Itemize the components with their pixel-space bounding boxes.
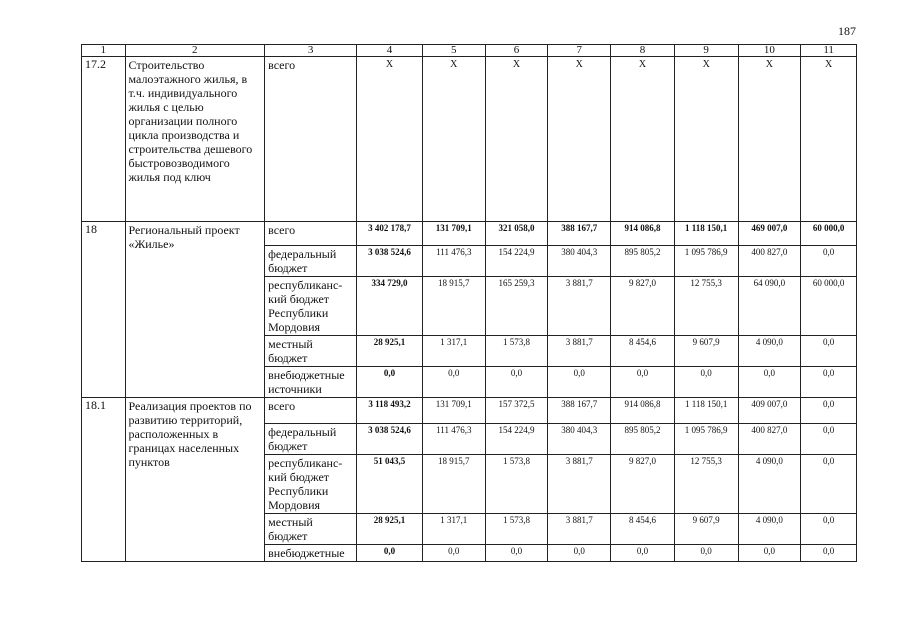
column-header-7: 7 xyxy=(548,45,611,57)
year-value: 1 317,1 xyxy=(422,514,485,545)
funding-source: всего xyxy=(265,398,357,424)
year-value: 9 607,9 xyxy=(674,336,738,367)
year-value: 380 404,3 xyxy=(548,246,611,277)
year-value: 0,0 xyxy=(674,545,738,562)
year-value: 0,0 xyxy=(801,246,857,277)
row-id: 18.1 xyxy=(82,398,126,562)
year-value: X xyxy=(485,57,548,222)
year-value: 0,0 xyxy=(611,367,675,398)
year-value: 0,0 xyxy=(738,367,801,398)
column-header-1: 1 xyxy=(82,45,126,57)
column-header-10: 10 xyxy=(738,45,801,57)
page-number: 187 xyxy=(838,24,856,38)
year-value: 111 476,3 xyxy=(422,246,485,277)
total-value: 3 038 524,6 xyxy=(357,246,423,277)
column-header-2: 2 xyxy=(125,45,265,57)
year-value: 1 118 150,1 xyxy=(674,222,738,246)
year-value: 9 827,0 xyxy=(611,455,675,514)
total-value: 0,0 xyxy=(357,367,423,398)
year-value: X xyxy=(801,57,857,222)
year-value: 0,0 xyxy=(801,398,857,424)
year-value: 914 086,8 xyxy=(611,398,675,424)
year-value: 18 915,7 xyxy=(422,277,485,336)
funding-source: республиканс-кий бюджет Республики Мордовия xyxy=(265,277,357,336)
year-value: 0,0 xyxy=(801,424,857,455)
funding-source: всего xyxy=(265,57,357,222)
year-value: X xyxy=(422,57,485,222)
row-id: 18 xyxy=(82,222,126,398)
year-value: 3 881,7 xyxy=(548,514,611,545)
year-value: 60 000,0 xyxy=(801,222,857,246)
year-value: 321 058,0 xyxy=(485,222,548,246)
total-value: 28 925,1 xyxy=(357,514,423,545)
year-value: 0,0 xyxy=(801,514,857,545)
column-header-3: 3 xyxy=(265,45,357,57)
year-value: 111 476,3 xyxy=(422,424,485,455)
year-value: 895 805,2 xyxy=(611,424,675,455)
funding-source: местный бюджет xyxy=(265,336,357,367)
total-value: X xyxy=(357,57,423,222)
year-value: 4 090,0 xyxy=(738,514,801,545)
total-value: 51 043,5 xyxy=(357,455,423,514)
year-value: 3 881,7 xyxy=(548,336,611,367)
row-id: 17.2 xyxy=(82,57,126,222)
column-header-9: 9 xyxy=(674,45,738,57)
year-value: 0,0 xyxy=(801,336,857,367)
funding-source: федеральный бюджет xyxy=(265,424,357,455)
column-header-11: 11 xyxy=(801,45,857,57)
funding-source: всего xyxy=(265,222,357,246)
measure-name: Реализация проектов по развитию территорий, расположенных в границах населенных пунктов xyxy=(125,398,265,562)
funding-source: республиканс-кий бюджет Республики Мордовия xyxy=(265,455,357,514)
year-value: 0,0 xyxy=(801,367,857,398)
year-value: 60 000,0 xyxy=(801,277,857,336)
year-value: 64 090,0 xyxy=(738,277,801,336)
year-value: 131 709,1 xyxy=(422,398,485,424)
column-number-header xyxy=(82,45,857,57)
funding-source: федеральный бюджет xyxy=(265,246,357,277)
measure-name: Строительство малоэтажного жилья, в т.ч. индивидуального жилья с целью организации полного цикла производства и строительства дешевого быстровозводимого жилья под ключ xyxy=(125,57,265,222)
year-value: 1 317,1 xyxy=(422,336,485,367)
funding-source: внебюджетные источники xyxy=(265,367,357,398)
total-value: 3 118 493,2 xyxy=(357,398,423,424)
year-value: 388 167,7 xyxy=(548,222,611,246)
year-value: 0,0 xyxy=(548,545,611,562)
year-value: 0,0 xyxy=(738,545,801,562)
year-value: 380 404,3 xyxy=(548,424,611,455)
year-value: 0,0 xyxy=(485,545,548,562)
year-value: 400 827,0 xyxy=(738,246,801,277)
year-value: 1 118 150,1 xyxy=(674,398,738,424)
year-value: 3 881,7 xyxy=(548,277,611,336)
column-header-8: 8 xyxy=(611,45,675,57)
year-value: 0,0 xyxy=(422,367,485,398)
year-value: 154 224,9 xyxy=(485,246,548,277)
year-value: 18 915,7 xyxy=(422,455,485,514)
year-value: 1 095 786,9 xyxy=(674,246,738,277)
year-value: 9 607,9 xyxy=(674,514,738,545)
column-header-5: 5 xyxy=(422,45,485,57)
year-value: X xyxy=(548,57,611,222)
year-value: 0,0 xyxy=(611,545,675,562)
year-value: 409 007,0 xyxy=(738,398,801,424)
year-value: 4 090,0 xyxy=(738,336,801,367)
year-value: 12 755,3 xyxy=(674,277,738,336)
year-value: 400 827,0 xyxy=(738,424,801,455)
year-value: 1 573,8 xyxy=(485,336,548,367)
total-value: 3 038 524,6 xyxy=(357,424,423,455)
year-value: 4 090,0 xyxy=(738,455,801,514)
year-value: 131 709,1 xyxy=(422,222,485,246)
table-row xyxy=(82,57,857,222)
year-value: 469 007,0 xyxy=(738,222,801,246)
year-value: 9 827,0 xyxy=(611,277,675,336)
year-value: 165 259,3 xyxy=(485,277,548,336)
year-value: 8 454,6 xyxy=(611,514,675,545)
year-value: 3 881,7 xyxy=(548,455,611,514)
year-value: 388 167,7 xyxy=(548,398,611,424)
total-value: 3 402 178,7 xyxy=(357,222,423,246)
year-value: 914 086,8 xyxy=(611,222,675,246)
year-value: 1 095 786,9 xyxy=(674,424,738,455)
funding-source: местный бюджет xyxy=(265,514,357,545)
year-value: 1 573,8 xyxy=(485,514,548,545)
table-row xyxy=(82,398,857,424)
year-value: 0,0 xyxy=(801,455,857,514)
year-value: 0,0 xyxy=(485,367,548,398)
year-value: 0,0 xyxy=(422,545,485,562)
measure-name: Региональный проект «Жилье» xyxy=(125,222,265,398)
year-value: 0,0 xyxy=(548,367,611,398)
total-value: 0,0 xyxy=(357,545,423,562)
column-header-6: 6 xyxy=(485,45,548,57)
funding-source: внебюджетные xyxy=(265,545,357,562)
year-value: 8 454,6 xyxy=(611,336,675,367)
year-value: 1 573,8 xyxy=(485,455,548,514)
year-value: 157 372,5 xyxy=(485,398,548,424)
year-value: X xyxy=(611,57,675,222)
column-header-4: 4 xyxy=(357,45,423,57)
total-value: 28 925,1 xyxy=(357,336,423,367)
year-value: X xyxy=(738,57,801,222)
year-value: 154 224,9 xyxy=(485,424,548,455)
year-value: X xyxy=(674,57,738,222)
year-value: 0,0 xyxy=(801,545,857,562)
total-value: 334 729,0 xyxy=(357,277,423,336)
year-value: 0,0 xyxy=(674,367,738,398)
year-value: 12 755,3 xyxy=(674,455,738,514)
table-row xyxy=(82,222,857,246)
budget-table xyxy=(81,44,857,562)
year-value: 895 805,2 xyxy=(611,246,675,277)
